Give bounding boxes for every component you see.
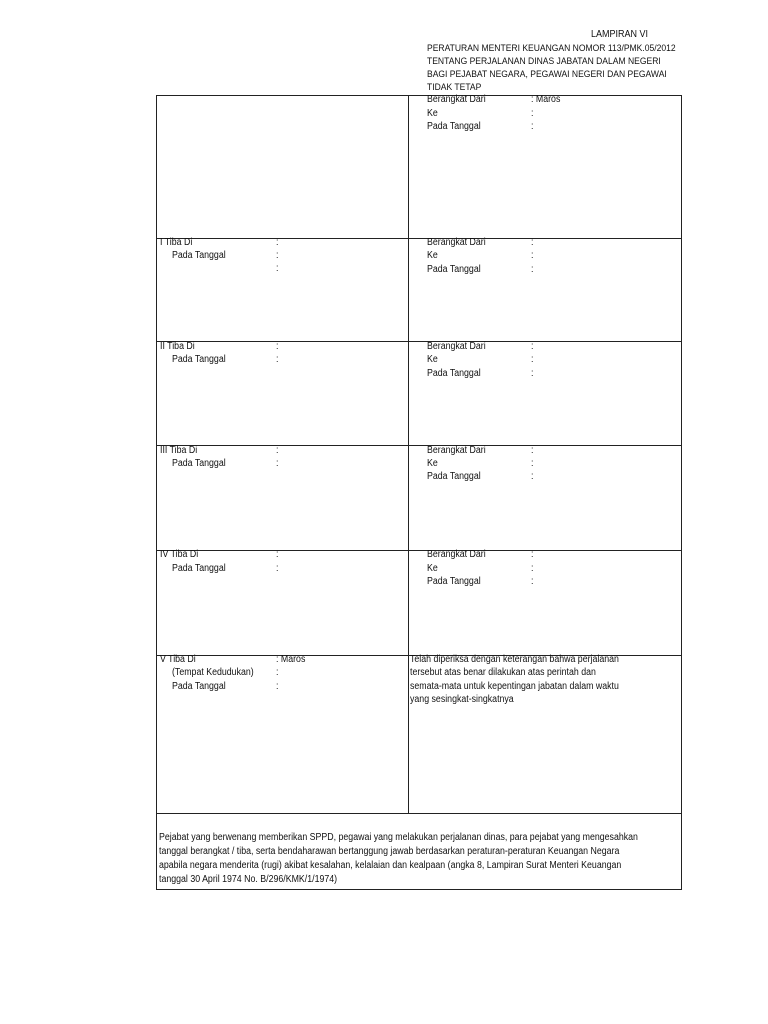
- header-line-4: TIDAK TETAP: [427, 82, 482, 93]
- table-border-top: [156, 95, 682, 96]
- row2-tanggal-value: :: [276, 354, 279, 365]
- row1-rtanggal-value: :: [531, 264, 534, 275]
- row5-statement-line-3: semata-mata untuk kepentingan jabatan dalam waktu: [410, 681, 619, 692]
- row5-statement-line-4: yang sesingkat-singkatnya: [410, 694, 514, 705]
- row5-statement-line-1: Telah diperiksa dengan keterangan bahwa perjalanan: [410, 654, 619, 665]
- row4-ke-label: Ke: [427, 563, 438, 574]
- row5-statement-line-2: tersebut atas benar dilakukan atas perintah dan: [410, 667, 596, 678]
- row-divider-4: [156, 550, 682, 551]
- row5-tiba-label: V Tiba Di: [160, 654, 196, 665]
- row4-berangkat-label: Berangkat Dari: [427, 549, 486, 560]
- table-border-bottom: [156, 889, 682, 890]
- row0-tanggal-label: Pada Tanggal: [427, 121, 481, 132]
- header-line-2: TENTANG PERJALANAN DINAS JABATAN DALAM NEGERI: [427, 56, 661, 67]
- row1-extra-value: :: [276, 263, 279, 274]
- row1-tanggal-label: Pada Tanggal: [172, 250, 226, 261]
- row2-berangkat-label: Berangkat Dari: [427, 341, 486, 352]
- table-divider-middle: [408, 95, 409, 813]
- header-line-3: BAGI PEJABAT NEGARA, PEGAWAI NEGERI DAN PEGAWAI: [427, 69, 667, 80]
- row2-rtanggal-label: Pada Tanggal: [427, 368, 481, 379]
- row2-ke-value: :: [531, 354, 534, 365]
- row4-rtanggal-label: Pada Tanggal: [427, 576, 481, 587]
- row4-berangkat-value: :: [531, 549, 534, 560]
- row3-ke-value: :: [531, 458, 534, 469]
- row0-tanggal-value: :: [531, 121, 534, 132]
- footer-line-1: Pejabat yang berwenang memberikan SPPD, pegawai yang melakukan perjalanan dinas, para pejabat yang mengesahkan: [159, 832, 638, 843]
- row3-tiba-value: :: [276, 445, 279, 456]
- row4-tanggal-value: :: [276, 563, 279, 574]
- footer-line-3: apabila negara menderita (rugi) akibat kesalahan, kelalaian dan kealpaan (angka 8, Lampiran Surat Menteri Keuangan: [159, 860, 622, 871]
- row0-berangkat-label: Berangkat Dari: [427, 94, 486, 105]
- row-divider-1: [156, 238, 682, 239]
- row1-ke-label: Ke: [427, 250, 438, 261]
- row5-tanggal-value: :: [276, 681, 279, 692]
- row3-tanggal-value: :: [276, 458, 279, 469]
- header-line-1: PERATURAN MENTERI KEUANGAN NOMOR 113/PMK.05/2012: [427, 43, 676, 54]
- row1-tiba-label: I Tiba Di: [160, 237, 193, 248]
- row4-tiba-label: IV Tiba Di: [160, 549, 199, 560]
- row2-tanggal-label: Pada Tanggal: [172, 354, 226, 365]
- row1-rtanggal-label: Pada Tanggal: [427, 264, 481, 275]
- row3-berangkat-value: :: [531, 445, 534, 456]
- row-divider-2: [156, 341, 682, 342]
- lampiran-label: LAMPIRAN VI: [591, 29, 649, 40]
- row3-rtanggal-value: :: [531, 471, 534, 482]
- row3-tanggal-label: Pada Tanggal: [172, 458, 226, 469]
- row5-kedudukan-value: :: [276, 667, 279, 678]
- row4-rtanggal-value: :: [531, 576, 534, 587]
- row-divider-3: [156, 445, 682, 446]
- row5-tanggal-label: Pada Tanggal: [172, 681, 226, 692]
- row0-berangkat-value: : Maros: [531, 94, 561, 105]
- row1-ke-value: :: [531, 250, 534, 261]
- row1-tanggal-value: :: [276, 250, 279, 261]
- row2-berangkat-value: :: [531, 341, 534, 352]
- row3-rtanggal-label: Pada Tanggal: [427, 471, 481, 482]
- table-border-left: [156, 95, 157, 890]
- table-border-right: [681, 95, 682, 890]
- row1-tiba-value: :: [276, 237, 279, 248]
- row2-tiba-value: :: [276, 341, 279, 352]
- row1-berangkat-value: :: [531, 237, 534, 248]
- row3-tiba-label: III Tiba Di: [160, 445, 198, 456]
- row0-ke-label: Ke: [427, 108, 438, 119]
- row3-berangkat-label: Berangkat Dari: [427, 445, 486, 456]
- footer-line-2: tanggal berangkat / tiba, serta bendaharawan bertanggung jawab berdasarkan peraturan-peraturan Keuangan Negara: [159, 846, 620, 857]
- row2-rtanggal-value: :: [531, 368, 534, 379]
- row1-berangkat-label: Berangkat Dari: [427, 237, 486, 248]
- row4-tanggal-label: Pada Tanggal: [172, 563, 226, 574]
- row4-ke-value: :: [531, 563, 534, 574]
- row3-ke-label: Ke: [427, 458, 438, 469]
- row4-tiba-value: :: [276, 549, 279, 560]
- row5-kedudukan-label: (Tempat Kedudukan): [172, 667, 254, 678]
- row2-tiba-label: II Tiba Di: [160, 341, 195, 352]
- row0-ke-value: :: [531, 108, 534, 119]
- footer-line-4: tanggal 30 April 1974 No. B/296/KMK/1/1974): [159, 874, 338, 885]
- row5-tiba-value: : Maros: [276, 654, 306, 665]
- row2-ke-label: Ke: [427, 354, 438, 365]
- row-divider-6: [156, 813, 682, 814]
